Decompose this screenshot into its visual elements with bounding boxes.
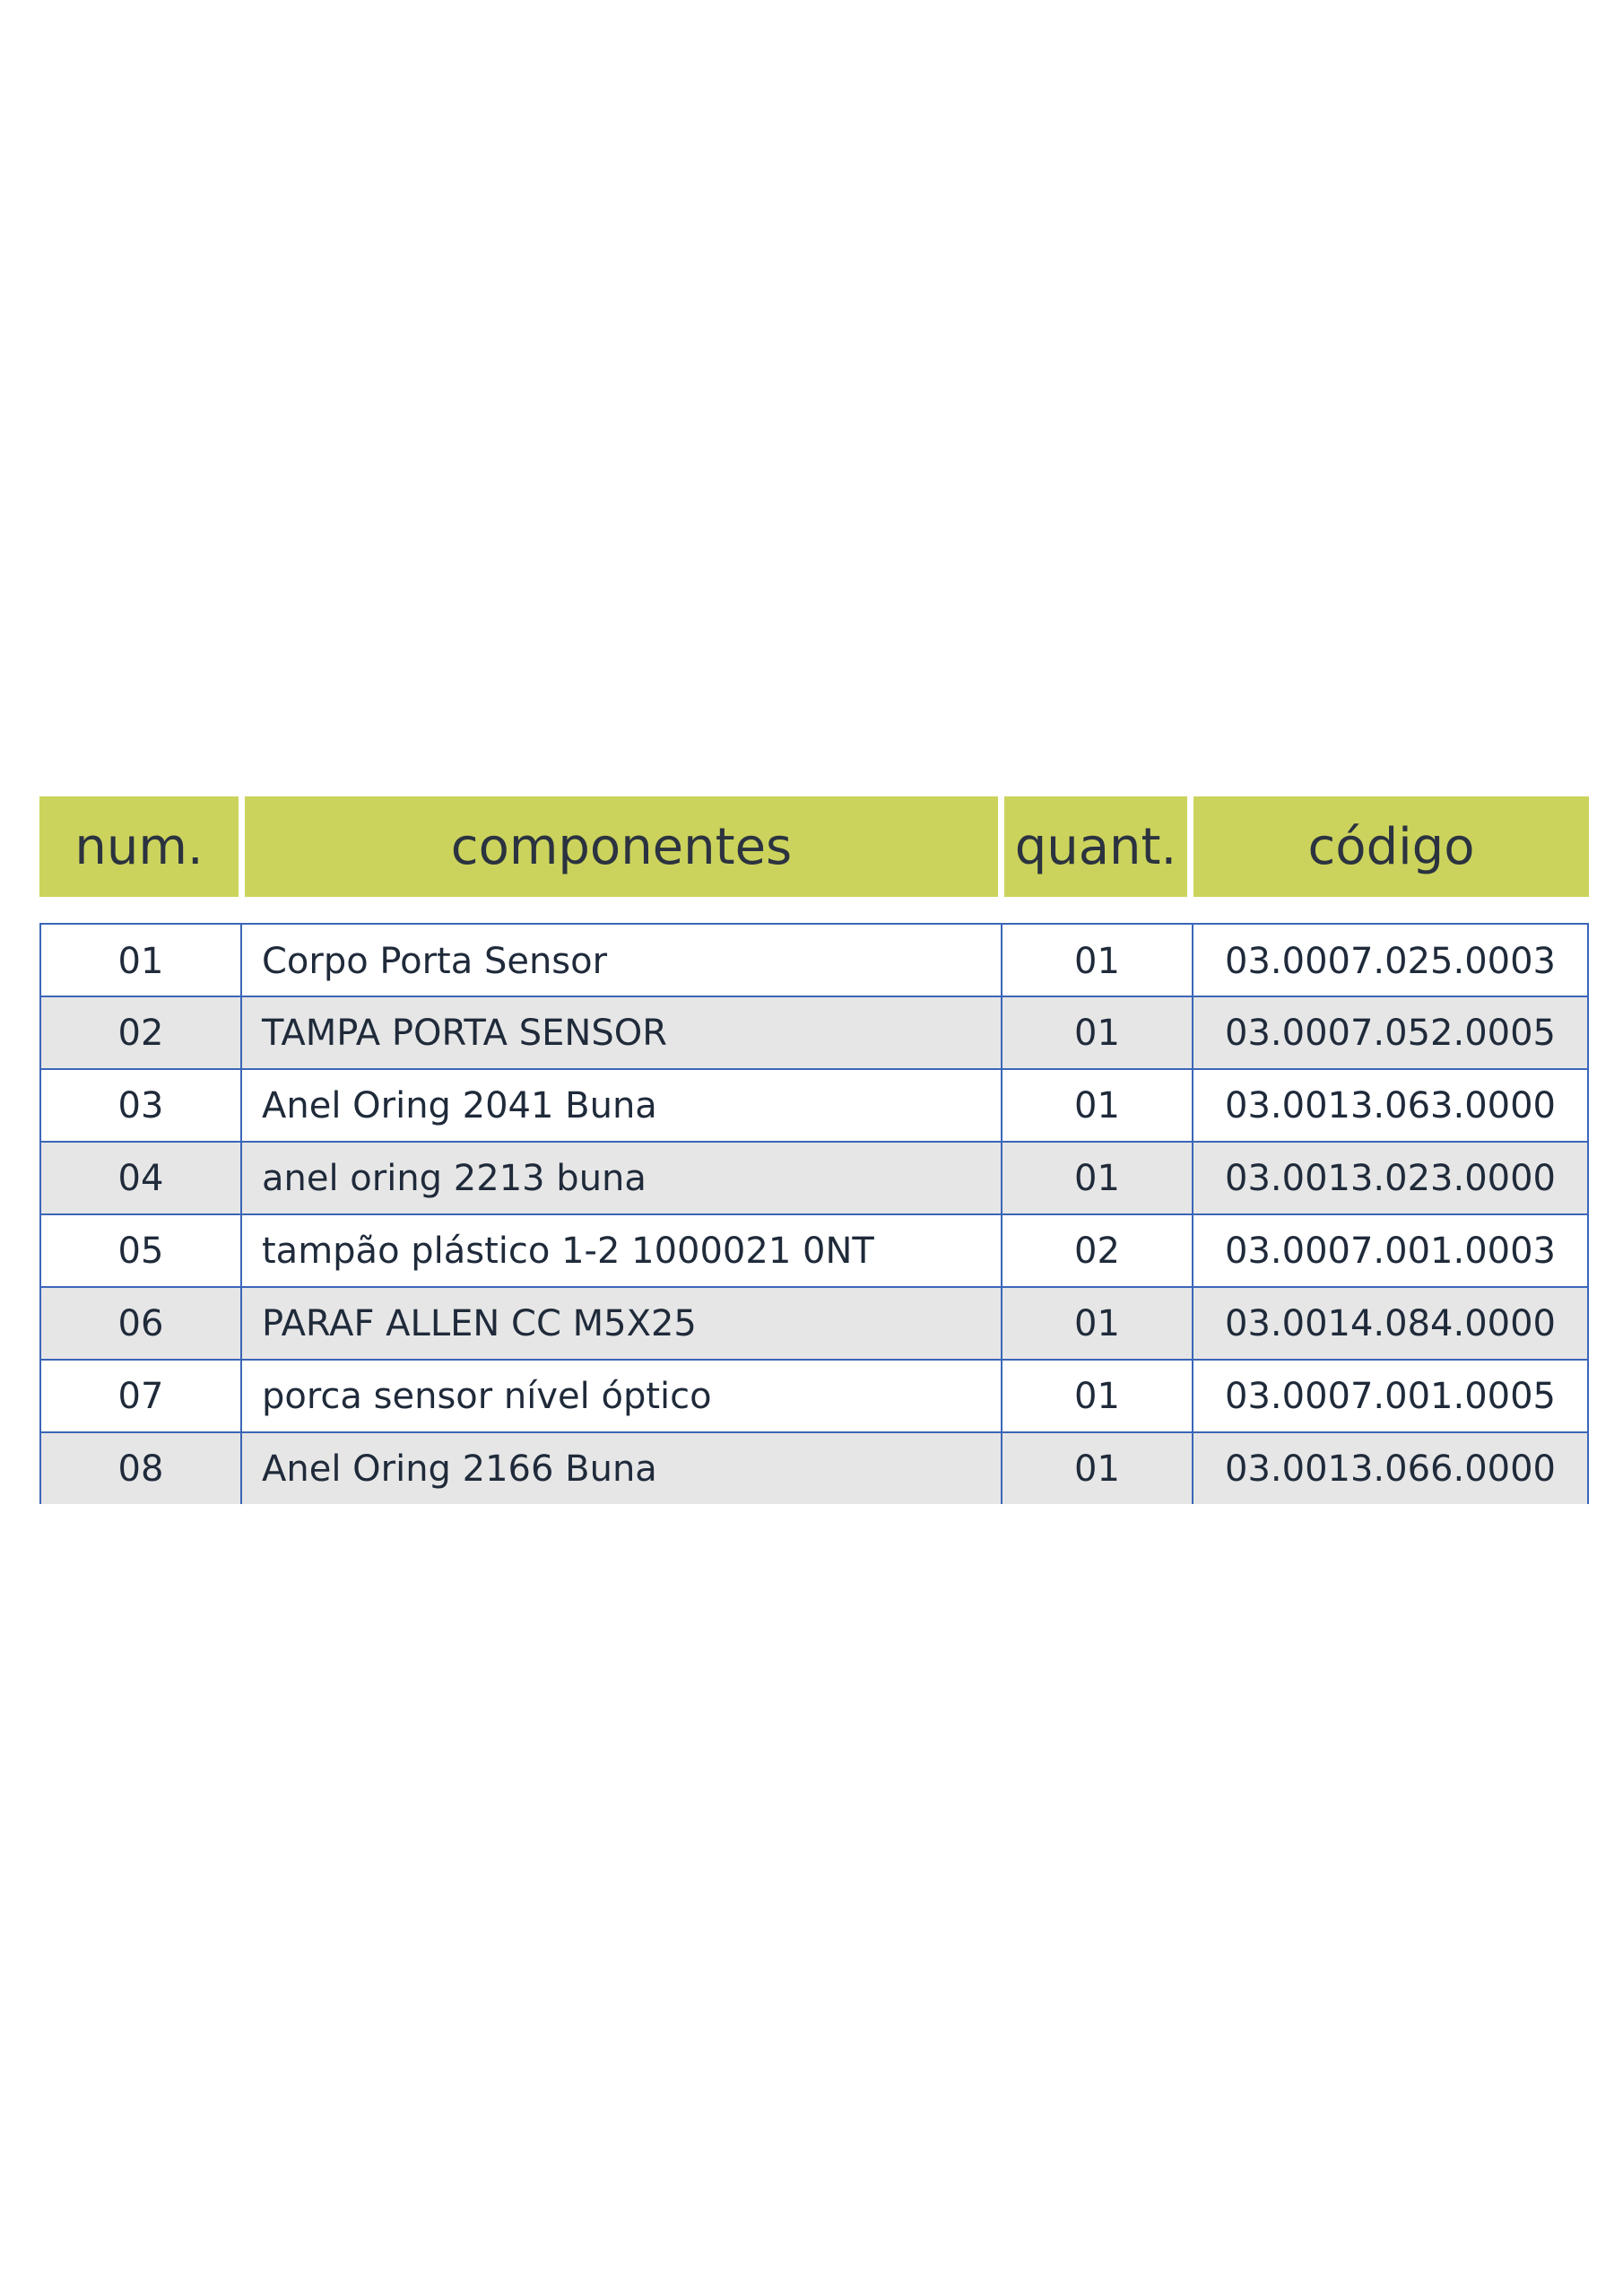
cell-componente: TAMPA PORTA SENSOR: [240, 997, 1001, 1068]
cell-num: 08: [117, 1448, 164, 1490]
cell-codigo: 03.0014.084.0000: [1192, 1288, 1587, 1359]
cell-quant: 01: [1001, 1288, 1192, 1359]
components-table: [39, 923, 1589, 1504]
cell-quant: 01: [1001, 1433, 1192, 1504]
cell-num: 03: [117, 1084, 164, 1126]
header-quant: quant.: [1004, 796, 1187, 897]
cell-quant: 02: [1001, 1215, 1192, 1286]
cell-componente: anel oring 2213 buna: [240, 1143, 1001, 1213]
cell-codigo: 03.0007.052.0005: [1192, 997, 1587, 1068]
table-row: [41, 925, 1587, 997]
cell-codigo: 03.0007.001.0003: [1192, 1215, 1587, 1286]
cell-componente: PARAF ALLEN CC M5X25: [240, 1288, 1001, 1359]
table-row: [41, 1431, 1587, 1504]
cell-componente: Anel Oring 2166 Buna: [240, 1433, 1001, 1504]
table-row: [41, 1141, 1587, 1213]
cell-componente: porca sensor nível óptico: [240, 1361, 1001, 1431]
table-row: [41, 1286, 1587, 1359]
cell-num: 01: [117, 940, 164, 982]
cell-componente: Anel Oring 2041 Buna: [240, 1070, 1001, 1141]
table-header: [39, 796, 1589, 897]
header-componentes: componentes: [245, 796, 998, 897]
cell-quant: 01: [1001, 1361, 1192, 1431]
table-row: [41, 996, 1587, 1068]
cell-codigo: 03.0007.001.0005: [1192, 1361, 1587, 1431]
cell-componente: Corpo Porta Sensor: [240, 925, 1001, 997]
cell-num: 02: [117, 1012, 164, 1054]
cell-num: 06: [117, 1302, 164, 1344]
cell-quant: 01: [1001, 1070, 1192, 1141]
cell-num: 05: [117, 1230, 164, 1272]
cell-num: 07: [117, 1375, 164, 1417]
table-row: [41, 1068, 1587, 1141]
cell-componente: tampão plástico 1-2 1000021 0NT: [240, 1215, 1001, 1286]
table-row: [41, 1359, 1587, 1431]
cell-quant: 01: [1001, 997, 1192, 1068]
cell-codigo: 03.0007.025.0003: [1192, 925, 1587, 997]
header-num: num.: [39, 796, 239, 897]
cell-codigo: 03.0013.063.0000: [1192, 1070, 1587, 1141]
table-row: [41, 1213, 1587, 1286]
header-codigo: código: [1193, 796, 1589, 897]
cell-quant: 01: [1001, 1143, 1192, 1213]
cell-codigo: 03.0013.066.0000: [1192, 1433, 1587, 1504]
cell-num: 04: [117, 1157, 164, 1199]
cell-quant: 01: [1001, 925, 1192, 997]
cell-codigo: 03.0013.023.0000: [1192, 1143, 1587, 1213]
